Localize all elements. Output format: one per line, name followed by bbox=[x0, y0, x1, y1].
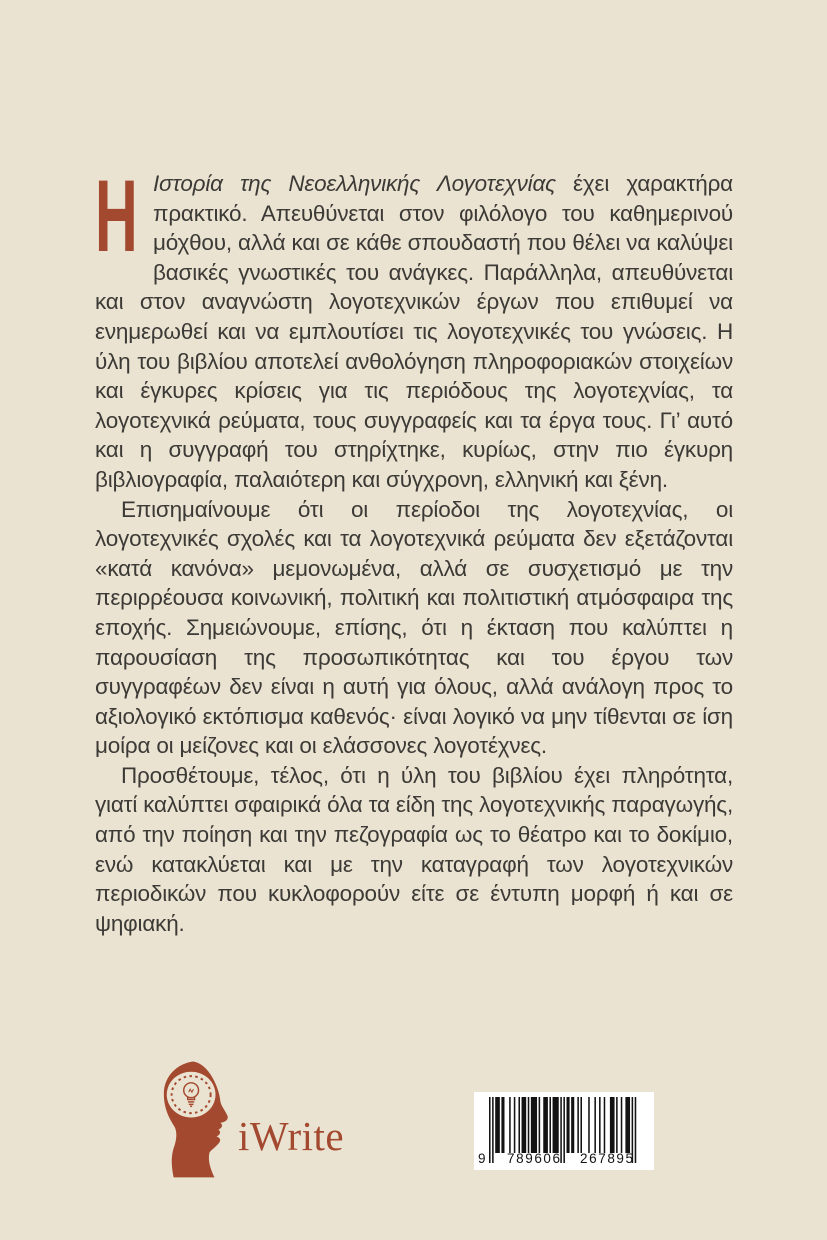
blurb-paragraph-2: Επισημαίνουμε ότι οι περίοδοι της λογοτεχνίας, οι λογοτεχνικές σχολές και τα λογοτεχνικά ρεύματα δεν εξετάζονται «κατά κανόνα» μεμονωμένα, αλλά σε συσχετισμό με την περιρρέουσα κοινωνική, πολιτική και πολιτιστική ατμόσφαιρα της εποχής. Σημειώνουμε, επίσης, ότι η έκταση που καλύπτει η παρουσίαση της προσωπικότητας και του έργου των συγγραφέων δεν είναι η αυτή για όλους, αλλά ανάλογη προς το αξιολογικό εκτόπισμα καθενός· είναι λογικό να μην τίθενται σε ίση μοίρα οι μείζονες και οι ελάσσονες λογοτέχνες. bbox=[95, 496, 733, 759]
barcode-digits bbox=[474, 1151, 654, 1167]
publisher-logo bbox=[158, 1058, 428, 1183]
dropcap-container bbox=[95, 159, 147, 273]
blurb-paragraph-1 bbox=[95, 159, 733, 495]
back-cover-blurb bbox=[95, 159, 733, 938]
blurb-paragraph-1-text: έχει χαρακτήρα πρακτικό. Απευθύνεται στον φιλόλογο του καθημερινού μόχθου, αλλά και σε κάθε σπουδαστή που θέλει να καλύψει βασικές γνωστικές του ανάγκες. Παράλληλα, απευθύνεται και στον αναγνώστη λογοτεχνικών έργων που επιθυμεί να ενημερωθεί και να εμπλουτίσει τις λογοτεχνικές του γνώσεις. Η ύλη του βιβλίου αποτελεί ανθολόγηση πληροφοριακών στοιχείων και έγκυρες κρίσεις για τις περιόδους της λογοτεχνίας, τα λογοτεχνικά ρεύματα, τους συγγραφείς και τα έργα τους. Γι’ αυτό και η συγγραφή του στηρίχτηκε, κυρίως, στην πιο έγκυρη βιβλιογραφία, παλαιότερη και σύγχρονη, ελληνική και ξένη. bbox=[95, 171, 733, 492]
dropcap-letter: Η bbox=[95, 159, 138, 273]
isbn-barcode bbox=[474, 1092, 654, 1170]
barcode-group-2: 267895 bbox=[580, 1151, 635, 1166]
barcode-prefix: 9 bbox=[478, 1151, 486, 1166]
barcode-group-1: 789606 bbox=[507, 1151, 562, 1166]
head-with-lightbulb-icon bbox=[158, 1058, 234, 1178]
book-title-italic: Ιστορία της Νεοελληνικής Λογοτεχνίας bbox=[153, 171, 556, 196]
publisher-name: iWrite bbox=[238, 1113, 345, 1159]
blurb-paragraph-3: Προσθέτουμε, τέλος, ότι η ύλη του βιβλίου έχει πληρότητα, γιατί καλύπτει σφαιρικά όλα τα είδη της λογοτεχνικής παραγωγής, από την ποίηση και την πεζογραφία ως το θέατρο και το δοκίμιο, ενώ κατακλύεται και με την καταγραφή των λογοτεχνικών περιοδικών που κυκλοφορούν είτε σε έντυπη μορφή ή και σε ψηφιακή. bbox=[95, 762, 733, 936]
